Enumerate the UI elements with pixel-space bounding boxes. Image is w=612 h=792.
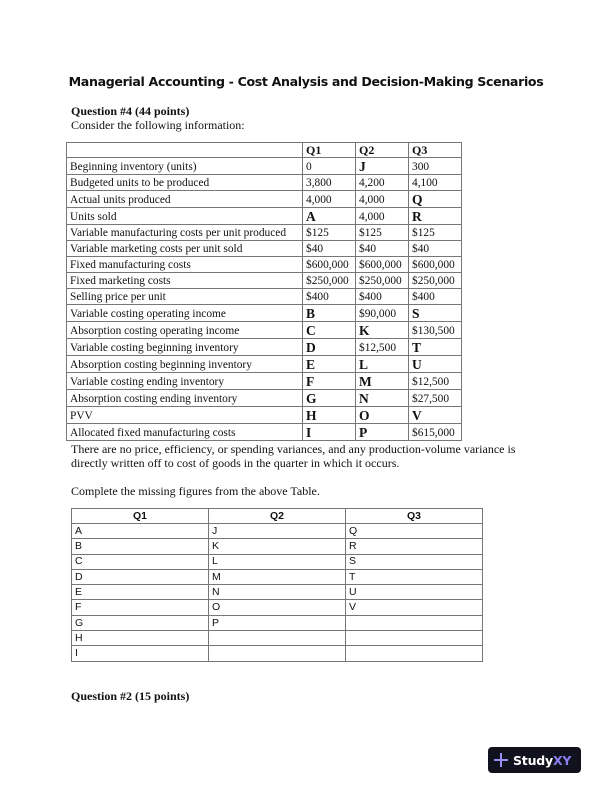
brand-main: Study: [513, 752, 553, 768]
brand-accent: XY: [552, 752, 572, 768]
table-row: [67, 322, 462, 339]
plus-icon: [494, 753, 508, 767]
table-row: [67, 241, 462, 257]
question-4-heading: Question #4 (44 points): [71, 104, 190, 118]
table-row: [67, 175, 462, 191]
table-row: [67, 407, 462, 424]
cell-q2: N: [356, 390, 409, 407]
row-label: Allocated fixed manufacturing costs: [67, 424, 303, 441]
cell-q2: $400: [356, 289, 409, 305]
brand-name: [513, 753, 571, 768]
answer-cell-q1: A: [72, 524, 209, 539]
answer-table: [71, 508, 483, 662]
answer-cell-q2: [209, 631, 346, 646]
cell-q2: 4,000: [356, 208, 409, 225]
cell-q3: U: [409, 356, 462, 373]
row-label: Variable marketing costs per unit sold: [67, 241, 303, 257]
row-label: Variable manufacturing costs per unit produced: [67, 225, 303, 241]
answer-cell-q2: [209, 646, 346, 661]
cell-q1: $250,000: [303, 273, 356, 289]
cell-q1: $400: [303, 289, 356, 305]
cell-q2: $90,000: [356, 305, 409, 322]
answer-cell-q3: R: [346, 539, 483, 554]
answer-row: [72, 615, 483, 630]
cell-q3: 4,100: [409, 175, 462, 191]
cell-q2: $125: [356, 225, 409, 241]
document-title: Managerial Accounting - Cost Analysis and Decision-Making Scenarios: [68, 74, 544, 89]
cell-q3: $400: [409, 289, 462, 305]
cell-q2: L: [356, 356, 409, 373]
cell-q2: $250,000: [356, 273, 409, 289]
answer-row: [72, 646, 483, 661]
cell-q3: Q: [409, 191, 462, 208]
table-row: [67, 273, 462, 289]
answer-cell-q2: L: [209, 554, 346, 569]
row-label: Budgeted units to be produced: [67, 175, 303, 191]
answer-row: [72, 585, 483, 600]
answer-cell-q1: B: [72, 539, 209, 554]
answer-cell-q3: [346, 646, 483, 661]
row-label: Beginning inventory (units): [67, 158, 303, 175]
row-label: Selling price per unit: [67, 289, 303, 305]
table-row: [67, 208, 462, 225]
row-label: Variable costing ending inventory: [67, 373, 303, 390]
cell-q2: P: [356, 424, 409, 441]
cell-q1: E: [303, 356, 356, 373]
answer-cell-q1: I: [72, 646, 209, 661]
cell-q2: $40: [356, 241, 409, 257]
row-label: Absorption costing operating income: [67, 322, 303, 339]
cell-q3: $130,500: [409, 322, 462, 339]
cell-q3: S: [409, 305, 462, 322]
cell-q2: M: [356, 373, 409, 390]
table-row: [67, 373, 462, 390]
cell-q1: 0: [303, 158, 356, 175]
answer-cell-q1: F: [72, 600, 209, 615]
question-4-intro: Consider the following information:: [71, 118, 245, 132]
cell-q2: 4,200: [356, 175, 409, 191]
cell-q1: A: [303, 208, 356, 225]
answer-cell-q1: E: [72, 585, 209, 600]
cell-q1: C: [303, 322, 356, 339]
answer-cell-q3: S: [346, 554, 483, 569]
answer-cell-q1: G: [72, 615, 209, 630]
answer-row: [72, 631, 483, 646]
header-q2: Q2: [356, 143, 409, 158]
instruction-text: Complete the missing figures from the above Table.: [71, 484, 320, 498]
answer-header-q3: Q3: [346, 509, 483, 524]
answer-cell-q3: [346, 615, 483, 630]
cell-q3: $27,500: [409, 390, 462, 407]
cell-q3: V: [409, 407, 462, 424]
table-row: [67, 424, 462, 441]
cost-data-table: [66, 142, 462, 441]
variance-note: There are no price, efficiency, or spending variances, and any production-volume variance is directly written off to cost of goods in the quarter in which it occurs.: [71, 442, 516, 470]
table-row: [67, 158, 462, 175]
table-row: [67, 305, 462, 322]
answer-row: [72, 554, 483, 569]
cell-q3: $600,000: [409, 257, 462, 273]
answer-cell-q2: K: [209, 539, 346, 554]
answer-row: [72, 539, 483, 554]
row-label: Variable costing operating income: [67, 305, 303, 322]
answer-cell-q2: N: [209, 585, 346, 600]
cell-q3: R: [409, 208, 462, 225]
cell-q3: $250,000: [409, 273, 462, 289]
answer-row: [72, 600, 483, 615]
row-label: Actual units produced: [67, 191, 303, 208]
question-2-heading: Question #2 (15 points): [71, 689, 190, 703]
answer-header-q1: Q1: [72, 509, 209, 524]
answer-cell-q1: H: [72, 631, 209, 646]
answer-cell-q2: P: [209, 615, 346, 630]
answer-cell-q2: O: [209, 600, 346, 615]
table-row: [67, 289, 462, 305]
cell-q2: O: [356, 407, 409, 424]
table-row: [67, 339, 462, 356]
cell-q1: $600,000: [303, 257, 356, 273]
cell-q1: H: [303, 407, 356, 424]
table-row: [67, 191, 462, 208]
answer-cell-q2: J: [209, 524, 346, 539]
row-label: Absorption costing ending inventory: [67, 390, 303, 407]
cell-q1: 3,800: [303, 175, 356, 191]
answer-cell-q3: Q: [346, 524, 483, 539]
cell-q1: I: [303, 424, 356, 441]
cell-q2: J: [356, 158, 409, 175]
answer-header-q2: Q2: [209, 509, 346, 524]
cell-q1: B: [303, 305, 356, 322]
answer-row: [72, 569, 483, 584]
answer-header-row: [72, 509, 483, 524]
table-header-row: [67, 143, 462, 158]
row-label: Variable costing beginning inventory: [67, 339, 303, 356]
cell-q1: $40: [303, 241, 356, 257]
answer-cell-q1: D: [72, 569, 209, 584]
cell-q1: $125: [303, 225, 356, 241]
cell-q2: K: [356, 322, 409, 339]
answer-row: [72, 524, 483, 539]
header-q1: Q1: [303, 143, 356, 158]
cell-q1: 4,000: [303, 191, 356, 208]
row-label: Fixed marketing costs: [67, 273, 303, 289]
cell-q2: $12,500: [356, 339, 409, 356]
cell-q2: $600,000: [356, 257, 409, 273]
table-row: [67, 390, 462, 407]
header-label: [67, 143, 303, 158]
cell-q1: F: [303, 373, 356, 390]
row-label: Units sold: [67, 208, 303, 225]
table-row: [67, 257, 462, 273]
cell-q3: 300: [409, 158, 462, 175]
table-row: [67, 356, 462, 373]
cell-q3: $12,500: [409, 373, 462, 390]
answer-cell-q3: T: [346, 569, 483, 584]
row-label: Fixed manufacturing costs: [67, 257, 303, 273]
answer-cell-q3: [346, 631, 483, 646]
studyxy-badge[interactable]: [488, 747, 581, 773]
cell-q3: T: [409, 339, 462, 356]
answer-cell-q1: C: [72, 554, 209, 569]
table-row: [67, 225, 462, 241]
row-label: PVV: [67, 407, 303, 424]
row-label: Absorption costing beginning inventory: [67, 356, 303, 373]
cell-q2: 4,000: [356, 191, 409, 208]
cell-q1: D: [303, 339, 356, 356]
cell-q3: $125: [409, 225, 462, 241]
cell-q3: $615,000: [409, 424, 462, 441]
header-q3: Q3: [409, 143, 462, 158]
cell-q3: $40: [409, 241, 462, 257]
cell-q1: G: [303, 390, 356, 407]
answer-cell-q3: V: [346, 600, 483, 615]
answer-cell-q2: M: [209, 569, 346, 584]
answer-cell-q3: U: [346, 585, 483, 600]
